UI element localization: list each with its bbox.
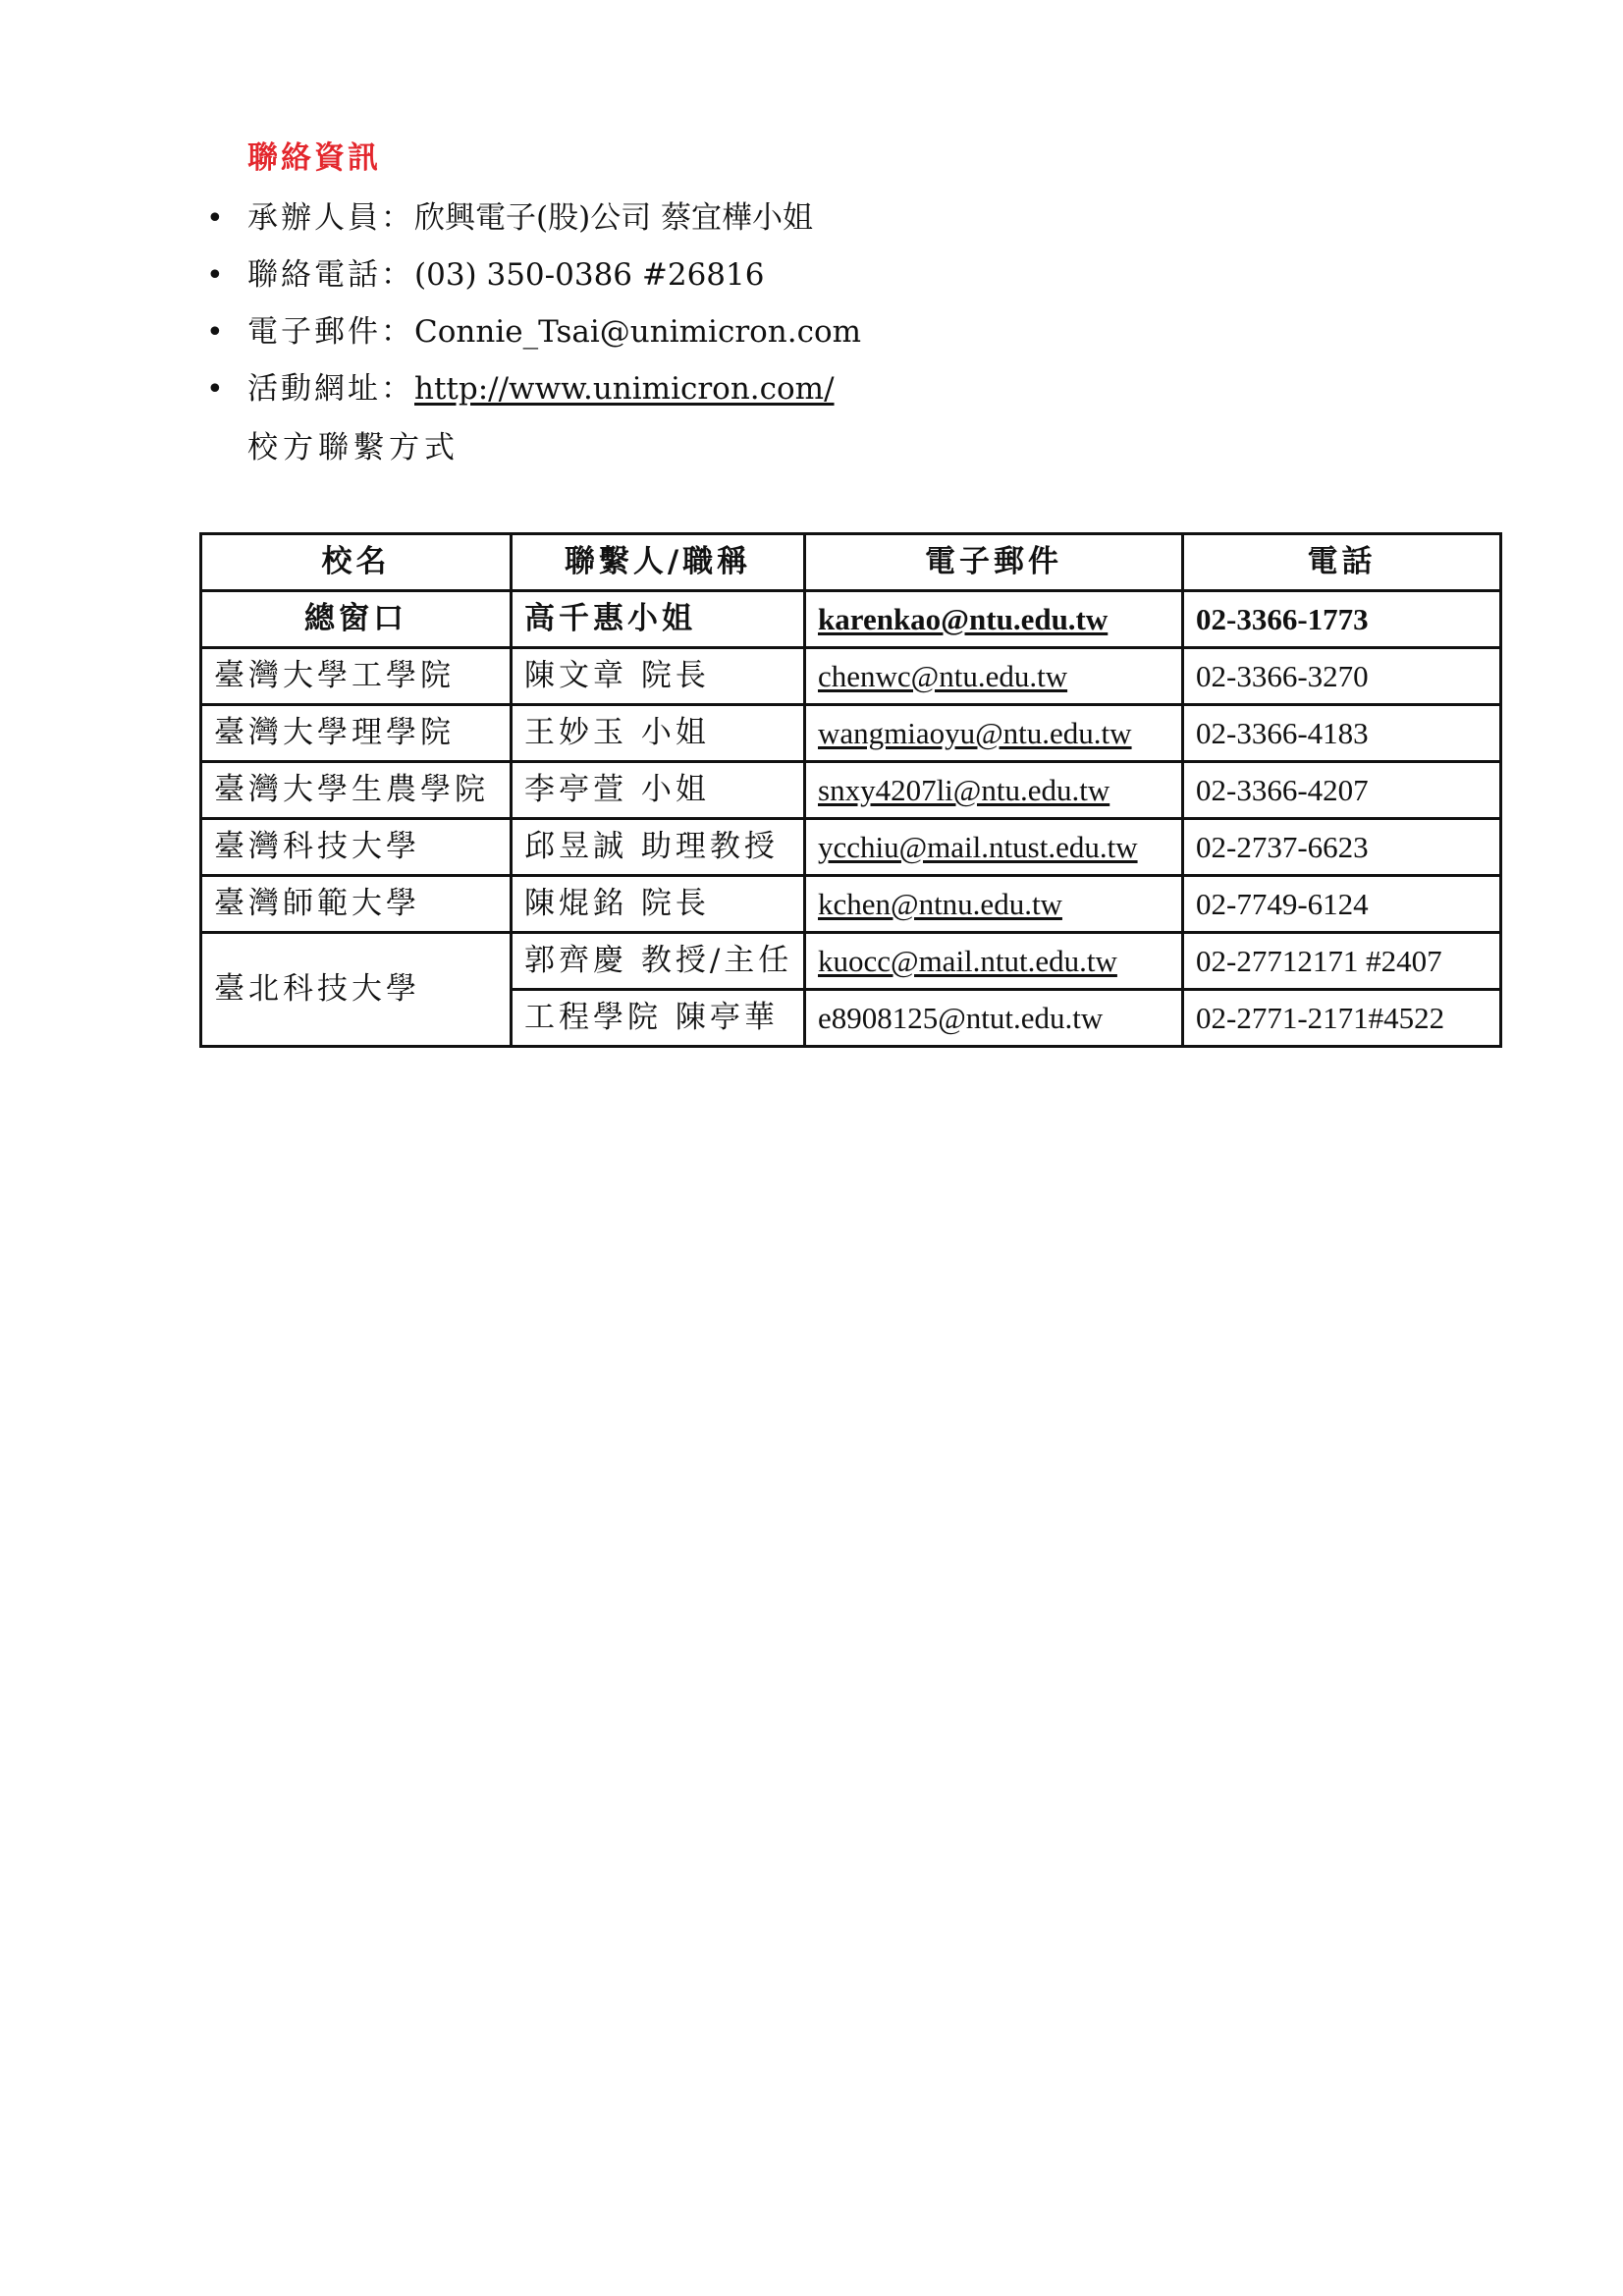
table-row	[201, 591, 1501, 648]
email-text: e8908125@ntut.edu.tw	[818, 1001, 1104, 1035]
email-cell	[805, 990, 1183, 1047]
header-email: 電子郵件	[805, 534, 1183, 591]
contact-email-value: Connie_Tsai@unimicron.com	[414, 314, 862, 350]
phone-number: 02-3366-1773	[1183, 591, 1501, 648]
email-link[interactable]: snxy4207li@ntu.edu.tw	[818, 773, 1110, 807]
email-link[interactable]: karenkao@ntu.edu.tw	[818, 602, 1109, 636]
phone-number: 02-2737-6623	[1183, 819, 1501, 876]
contact-name: 工程學院 陳亭華	[512, 990, 805, 1047]
contact-name: 陳焜銘 院長	[512, 876, 805, 933]
contact-info-title: 聯絡資訊	[247, 140, 381, 176]
email-link[interactable]: kuocc@mail.ntut.edu.tw	[818, 944, 1117, 978]
school-name: 總窗口	[201, 591, 512, 648]
school-name: 臺灣科技大學	[201, 819, 512, 876]
contact-name: 王妙玉 小姐	[512, 705, 805, 762]
bullet-icon: •	[206, 201, 227, 236]
school-name: 臺灣大學生農學院	[201, 762, 512, 819]
header-phone: 電話	[1183, 534, 1501, 591]
contact-info-list	[206, 195, 861, 423]
table-row	[201, 876, 1501, 933]
header-school: 校名	[201, 534, 512, 591]
phone-number: 02-27712171 #2407	[1183, 933, 1501, 990]
contact-name: 高千惠小姐	[512, 591, 805, 648]
contact-email-label: 電子郵件：	[247, 314, 414, 350]
contact-phone-value: (03) 350-0386 #26816	[414, 257, 765, 293]
email-link[interactable]: wangmiaoyu@ntu.edu.tw	[818, 716, 1132, 750]
school-name: 臺灣大學工學院	[201, 648, 512, 705]
table-row	[201, 648, 1501, 705]
table-row	[201, 762, 1501, 819]
email-cell	[805, 933, 1183, 990]
email-link[interactable]: kchen@ntnu.edu.tw	[818, 887, 1062, 921]
school-contacts-heading: 校方聯繫方式	[247, 430, 460, 465]
contact-name: 陳文章 院長	[512, 648, 805, 705]
school-name: 臺灣師範大學	[201, 876, 512, 933]
event-url-label: 活動網址：	[247, 371, 414, 407]
contact-email-item	[206, 309, 861, 366]
email-cell	[805, 762, 1183, 819]
email-cell	[805, 648, 1183, 705]
contact-name: 李亭萱 小姐	[512, 762, 805, 819]
event-url-item	[206, 366, 861, 423]
header-contact: 聯繫人/職稱	[512, 534, 805, 591]
school-contacts-table	[199, 532, 1502, 1048]
table-row	[201, 705, 1501, 762]
contact-phone-item	[206, 252, 861, 309]
contact-person-label: 承辦人員：	[247, 200, 414, 236]
phone-number: 02-3366-4183	[1183, 705, 1501, 762]
email-cell	[805, 876, 1183, 933]
table-row	[201, 819, 1501, 876]
event-url-link[interactable]: http://www.unimicron.com/	[414, 371, 835, 407]
phone-number: 02-7749-6124	[1183, 876, 1501, 933]
school-name: 臺北科技大學	[201, 933, 512, 1047]
contact-phone-label: 聯絡電話：	[247, 257, 414, 293]
phone-number: 02-2771-2171#4522	[1183, 990, 1501, 1047]
bullet-icon: •	[206, 258, 227, 293]
table-row	[201, 933, 1501, 990]
school-name: 臺灣大學理學院	[201, 705, 512, 762]
contact-person-item	[206, 195, 861, 252]
email-link[interactable]: chenwc@ntu.edu.tw	[818, 659, 1068, 693]
email-link[interactable]: ycchiu@mail.ntust.edu.tw	[818, 830, 1138, 864]
contact-name: 郭齊慶 教授/主任	[512, 933, 805, 990]
contact-person-value: 欣興電子(股)公司 蔡宜樺小姐	[414, 200, 814, 236]
email-cell	[805, 705, 1183, 762]
bullet-icon: •	[206, 372, 227, 407]
email-cell	[805, 819, 1183, 876]
bullet-icon: •	[206, 315, 227, 350]
phone-number: 02-3366-3270	[1183, 648, 1501, 705]
contact-name: 邱昱誠 助理教授	[512, 819, 805, 876]
email-cell	[805, 591, 1183, 648]
phone-number: 02-3366-4207	[1183, 762, 1501, 819]
table-header-row	[201, 534, 1501, 591]
